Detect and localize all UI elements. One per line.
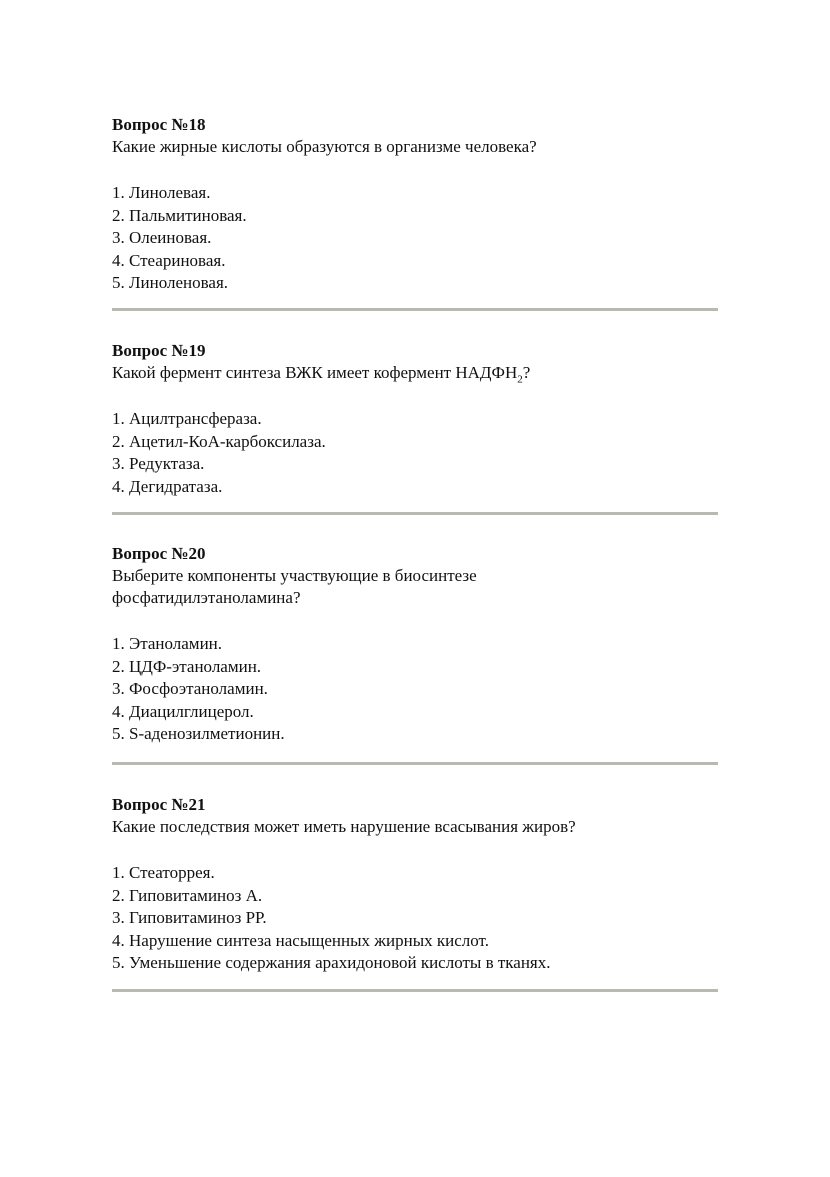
question-text: Какие жирные кислоты образуются в организме человека?	[112, 137, 537, 156]
question-text	[112, 362, 718, 384]
question-21	[112, 794, 718, 975]
answer-option: 1. Стеаторрея.	[112, 863, 215, 882]
answer-option: 5. Уменьшение содержания арахидоновой кислоты в тканях.	[112, 953, 551, 972]
question-19	[112, 340, 718, 498]
answer-option: 1. Линолевая.	[112, 183, 211, 202]
question-text-line-1: Выберите компоненты участвующие в биосинтезе	[112, 566, 477, 585]
answer-option: 3. Олеиновая.	[112, 228, 212, 247]
subscript: 2	[517, 373, 523, 386]
answer-option: 4. Диацилглицерол.	[112, 701, 254, 721]
question-text-end: ?	[522, 363, 531, 382]
answer-option: 3. Гиповитаминоз РР.	[112, 908, 267, 927]
answer-option: 2. ЦДФ-этаноламин.	[112, 656, 262, 676]
answer-option: 5. Линоленовая.	[112, 273, 229, 292]
answer-options	[112, 633, 718, 746]
answer-option: 3. Фосфоэтаноламин.	[112, 679, 268, 698]
section-divider	[112, 989, 718, 992]
question-text-line-2: фосфатидилэтаноламина?	[112, 588, 301, 607]
answer-option: 4. Стеариновая.	[112, 250, 226, 270]
section-divider	[112, 512, 718, 515]
answer-option: 4. Нарушение синтеза насыщенных жирных кислот.	[112, 930, 489, 950]
answer-options	[112, 182, 718, 295]
answer-option: 1. Ацилтрансфераза.	[112, 409, 262, 428]
question-18	[112, 114, 718, 295]
answer-option: 5. S-аденозилметионин.	[112, 724, 285, 743]
answer-option: 2. Ацетил-КоА-карбоксилаза.	[112, 431, 326, 451]
answer-options	[112, 408, 718, 498]
answer-option: 3. Редуктаза.	[112, 454, 205, 473]
answer-option: 2. Пальмитиновая.	[112, 205, 247, 225]
section-divider	[112, 762, 718, 765]
question-20	[112, 543, 718, 746]
answer-option: 1. Этаноламин.	[112, 634, 223, 653]
answer-option: 2. Гиповитаминоз А.	[112, 885, 263, 905]
question-title: Вопрос №18	[112, 115, 206, 134]
question-text: Какие последствия может иметь нарушение всасывания жиров?	[112, 817, 576, 836]
question-text-main: Какой фермент синтеза ВЖК имеет кофермент НАДФН	[112, 363, 518, 382]
question-title: Вопрос №20	[112, 544, 206, 563]
question-title: Вопрос №21	[112, 795, 206, 814]
section-divider	[112, 308, 718, 311]
answer-options	[112, 862, 718, 975]
question-title: Вопрос №19	[112, 341, 206, 360]
answer-option: 4. Дегидратаза.	[112, 476, 223, 496]
